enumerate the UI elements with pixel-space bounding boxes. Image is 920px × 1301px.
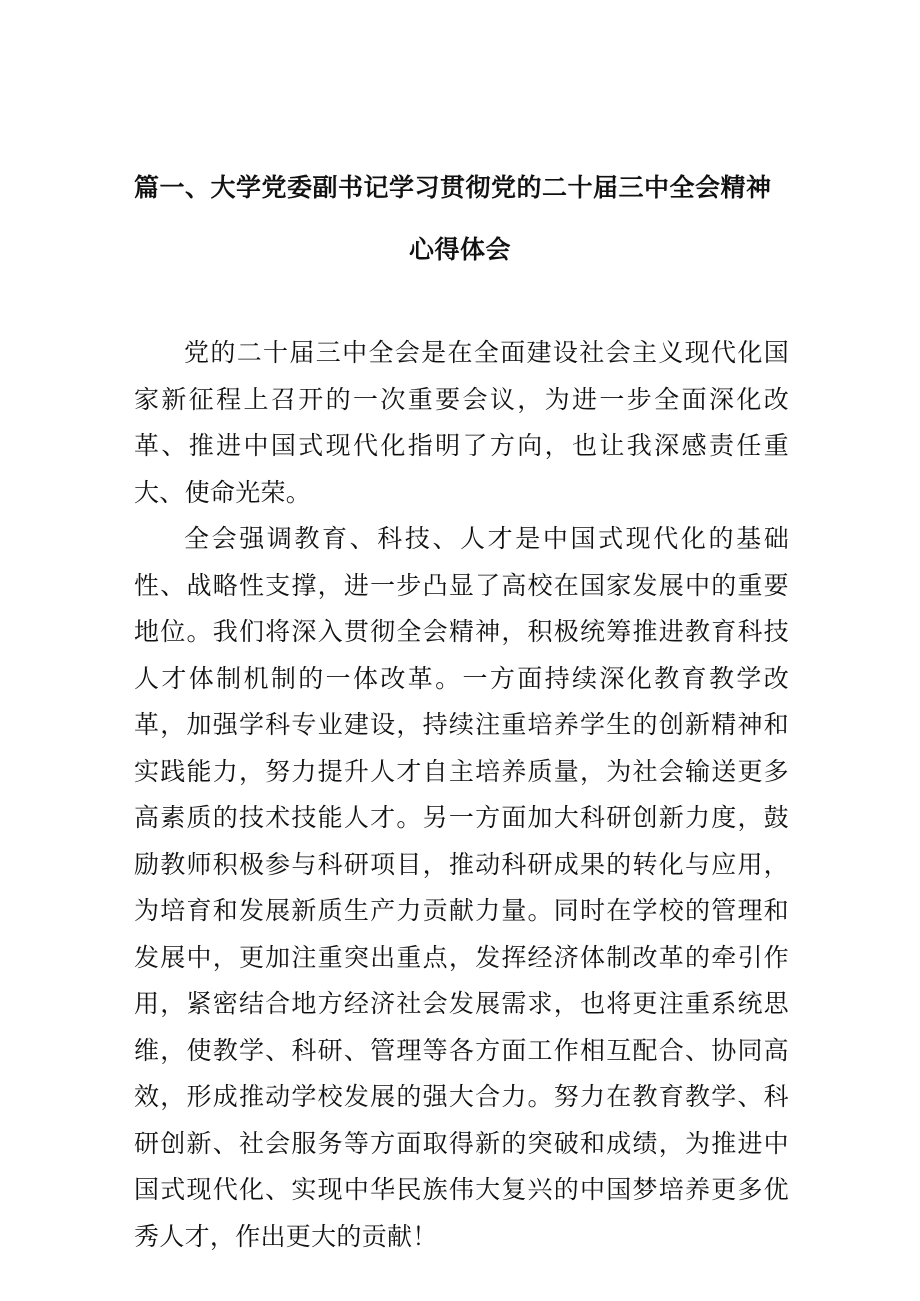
document-title-line-2: 心得体会 [408, 235, 511, 264]
paragraph-1: 党的二十届三中全会是在全面建设社会主义现代化国家新征程上召开的一次重要会议，为进一步全面深化改革、推进中国式现代化指明了方向，也让我深感责任重大、使命光荣。 [134, 338, 789, 507]
paragraph-2: 全会强调教育、科技、人才是中国式现代化的基础性、战略性支撑，进一步凸显了高校在国家发展中的重要地位。我们将深入贯彻全会精神，积极统筹推进教育科技人才体制机制的一体改革。一方面持续深化教育教学改革，加强学科专业建设，持续注重培养学生的创新精神和实践能力，努力提升人才自主培养质量，为社会输送更多高素质的技术技能人才。另一方面加大科研创新力度，鼓励教师积极参与科研项目，推动科研成果的转化与应用，为培育和发展新质生产力贡献力量。同时在学校的管理和发展中，更加注重突出重点，发挥经济体制改革的牵引作用，紧密结合地方经济社会发展需求，也将更注重系统思维，使教学、科研、管理等各方面工作相互配合、协同高效，形成推动学校发展的强大合力。努力在教育教学、科研创新、社会服务等方面取得新的突破和成绩，为推进中国式现代化、实现中华民族伟大复兴的中国梦培养更多优秀人才，作出更大的贡献！ [134, 524, 789, 1251]
document-title-line-1: 篇一、大学党委副书记学习贯彻党的二十届三中全会精神 [134, 173, 772, 202]
document-body [134, 330, 789, 1260]
